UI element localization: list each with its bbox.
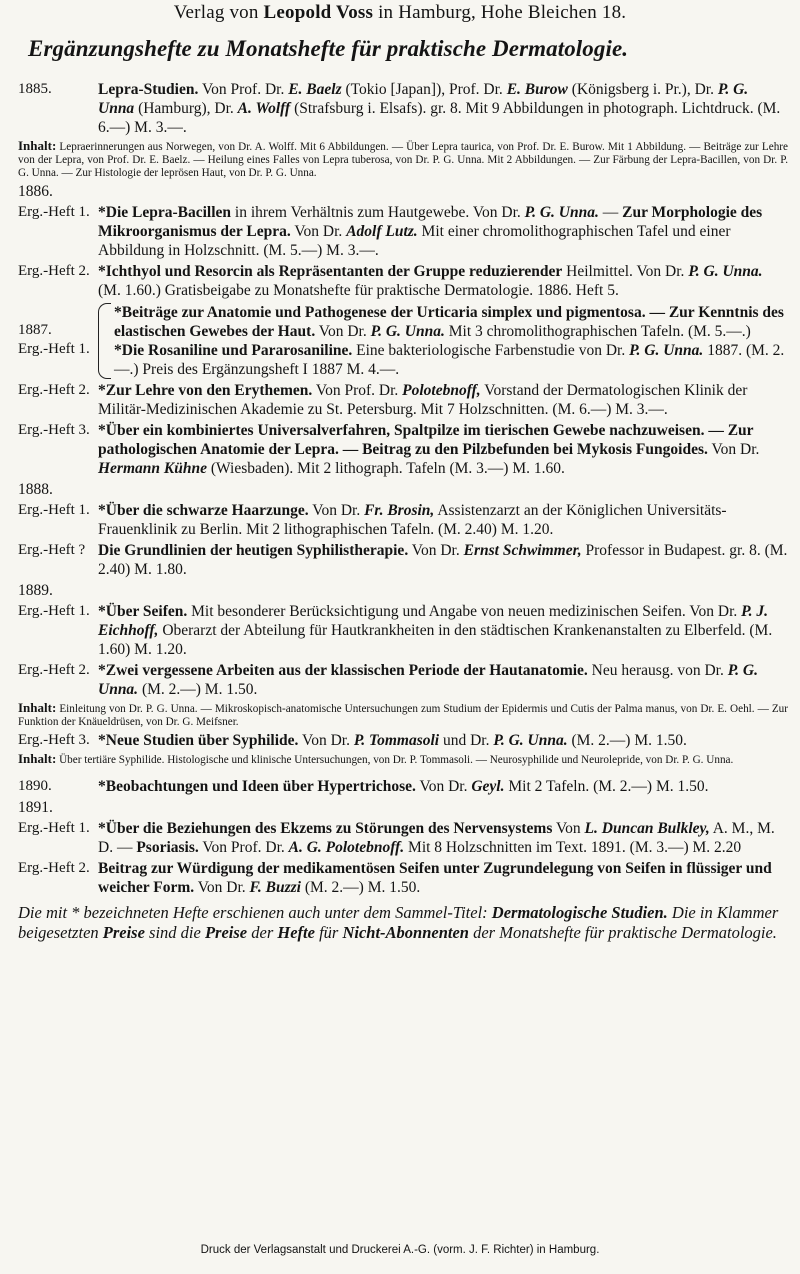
entry-1885 — [18, 80, 788, 137]
entry-1890: 1890. *Beobachtungen und Ideen über Hypertrichose. Von Dr. Geyl. Mit 2 Tafeln. (M. 2.—) M. 1.50. — [18, 778, 709, 795]
entry-1889-1: Erg.-Heft 1. *Über Seifen. Mit besonderer Berücksichtigung und Angabe von neuen medizinischen Seifen. Von Dr. P. J. Eichhoff, Oberarzt der Abteilung für Hautkrankheiten in den städtischen Krankenanstalten zu Elberfeld. (M. 1.60) M. 1.20. — [18, 603, 773, 658]
entry-1891-1: Erg.-Heft 1. *Über die Beziehungen des Ekzems zu Störungen des Nervensystems Von L. Duncan Bulkley, A. M., M. D. — Psoriasis. Von Prof. Dr. A. G. Polotebnoff. Mit 8 Holzschnitten im Text. 1891. (M. 3.—) M. 2.20 — [18, 820, 775, 856]
heft-label: Erg.-Heft 1. — [18, 820, 90, 836]
heft-label: Erg.-Heft 1. — [18, 204, 90, 220]
series-note: Die mit * bezeichneten Hefte erschienen auch unter dem Sammel-Titel: Dermatologische Studien. Die in Klammer beigesetzten Preise sind die Preise der Hefte für Nicht-Abonnenten der Monatshefte für praktische Dermatologie. — [18, 903, 779, 942]
heft-label: Erg.-Heft 2. — [18, 263, 90, 279]
heft-label: Erg.-Heft 2. — [18, 382, 90, 398]
entry-1886-2: Erg.-Heft 2. *Ichthyol und Resorcin als Repräsentanten der Gruppe reduzierender Heilmittel. Von Dr. P. G. Unna. (M. 1.60.) Gratisbeigabe zu Monatshefte für praktische Dermatologie. 1886. Heft 5. — [18, 263, 763, 299]
page-title: Ergänzungshefte zu Monatshefte für praktische Dermatologie. — [28, 36, 629, 61]
publisher-header: Verlag von Leopold Voss in Hamburg, Hohe Bleichen 18. — [173, 2, 627, 23]
heft-label: Erg.-Heft 3. — [18, 732, 90, 748]
year-label: 1887. — [18, 322, 52, 338]
entry-1888-1: Erg.-Heft 1. *Über die schwarze Haarzunge. Von Dr. Fr. Brosin, Assistenzarzt an der Königlichen Universitäts-Frauenklinik zu Berlin. Mit 2 lithographischen Tafeln. (M. 2.40) M. 1.20. — [18, 502, 727, 538]
heft-label: Erg.-Heft 1. — [18, 603, 90, 619]
year-label: 1891. — [18, 799, 53, 816]
brace — [98, 303, 111, 379]
printer-footer: Druck der Verlagsanstalt und Druckerei A.-G. (vorm. J. F. Richter) in Hamburg. — [200, 1244, 600, 1256]
catalog-list — [18, 78, 788, 943]
entry-text: Lepra-Studien. Von Prof. Dr. E. Baelz (Tokio [Japan]), Prof. Dr. E. Burow (Königsberg i. Pr.), Dr. P. G. Unna (Hamburg), Dr. A. Wolff (Strafsburg i. Elsafs). gr. 8. Mit 9 Abbildungen in photograph. Lichtdruck. (M. 6.—) M. 3.—. — [98, 81, 781, 136]
entry-1887-3: Erg.-Heft 3. *Über ein kombiniertes Universalverfahren, Spaltpilze im tierischen Gewebe nachzuweisen. — Zur pathologischen Anatomie der Lepra. — Beitrag zu den Pilzbefunden bei Mykosis Fungoides. Von Dr. Hermann Kühne (Wiesbaden). Mit 2 lithograph. Tafeln (M. 3.—) M. 1.60. — [18, 422, 760, 477]
entry-1887-1: 1887. Erg.-Heft 1. *Beiträge zur Anatomie und Pathogenese der Urticaria simplex und pigmentosa. — Zur Kenntnis des elastischen Gewebes der Haut. Von Dr. P. G. Unna. Mit 3 chromolithographischen Tafeln. (M. 5.—.) *Die Rosaniline und Pararosaniline. Eine bakteriologische Farbenstudie von Dr. P. G. Unna. 1887. (M. 2.—.) Preis des Ergänzungsheft I 1887 M. 4.—. — [18, 304, 785, 378]
entry-contents: Inhalt: Über tertiäre Syphilide. Histologische und klinische Untersuchungen, von Dr. P. Tommasoli. — Neurosyphilide und Neurolepride, von Dr. P. G. Unna. — [18, 751, 734, 766]
heft-label: Erg.-Heft 2. — [18, 860, 90, 876]
heft-label: Erg.-Heft 2. — [18, 662, 90, 678]
heft-label: Erg.-Heft ? — [18, 542, 86, 558]
year-label: 1890. — [18, 778, 52, 794]
year-label: 1888. — [18, 481, 53, 498]
heft-label: Erg.-Heft 1. — [18, 341, 90, 357]
entry-1889-3: Erg.-Heft 3. *Neue Studien über Syphilide. Von Dr. P. Tommasoli und Dr. P. G. Unna. (M. 2.—) M. 1.50. — [18, 732, 687, 749]
heft-label: Erg.-Heft 1. — [18, 502, 90, 518]
entry-1888-2: Erg.-Heft ? Die Grundlinien der heutigen Syphilistherapie. Von Dr. Ernst Schwimmer, Professor in Budapest. gr. 8. (M. 2.40) M. 1.80. — [18, 542, 788, 578]
entry-contents: Inhalt: Einleitung von Dr. P. G. Unna. — Mikroskopisch-anatomische Untersuchungen zum Studium der Epidermis und Cutis der Palma manus, von Dr. E. Oehl. — Zur Funktion der Knäueldrüsen, von Dr. G. Meifsner. — [18, 700, 788, 728]
year-label: 1889. — [18, 582, 53, 599]
entry-1889-2: Erg.-Heft 2. *Zwei vergessene Arbeiten aus der klassischen Periode der Hautanatomie. Neu herausg. von Dr. P. G. Unna. (M. 2.—) M. 1.50. — [18, 662, 758, 698]
entry-1887-2: Erg.-Heft 2. *Zur Lehre von den Erythemen. Von Prof. Dr. Polotebnoff, Vorstand der Dermatologischen Klinik der Militär-Medizinischen Akademie zu St. Petersburg. Mit 7 Holzschnitten. (M. 6.—) M. 3.—. — [18, 382, 748, 418]
entry-contents: Inhalt: Lepraerinnerungen aus Norwegen, von Dr. A. Wolff. Mit 6 Abbildungen. — Über Lepra taurica, von Prof. Dr. E. Burow. Mit 1 Abbildung. — Beiträge zur Lehre von der Lepra, von Prof. Dr. E. Baelz. — Heilung eines Falles von Lepra tuberosa, von Dr. P. G. Unna. Mit 2 Abbildungen. — Zur Färbung der Lepra-Bacillen, von Dr. P. G. Unna. — Zur Histologie der leprösen Haut, von Dr. P. G. Unna. — [18, 138, 788, 179]
heft-label: Erg.-Heft 3. — [18, 422, 90, 438]
entry-1891-2: Erg.-Heft 2. Beitrag zur Würdigung der medikamentösen Seifen unter Zugrundelegung von Seifen in flüssiger und weicher Form. Von Dr. F. Buzzi (M. 2.—) M. 1.50. — [18, 860, 772, 896]
year-label: 1885. — [18, 81, 52, 97]
year-label: 1886. — [18, 183, 53, 200]
entry-1886-1: Erg.-Heft 1. *Die Lepra-Bacillen in ihrem Verhältnis zum Hautgewebe. Von Dr. P. G. Unna. — Zur Morphologie des Mikroorganismus der Lepra. Von Dr. Adolf Lutz. Mit einer chromolithographischen Tafel und einer Abbildung in Holzschnitt. (M. 5.—) M. 3.—. — [18, 204, 763, 259]
